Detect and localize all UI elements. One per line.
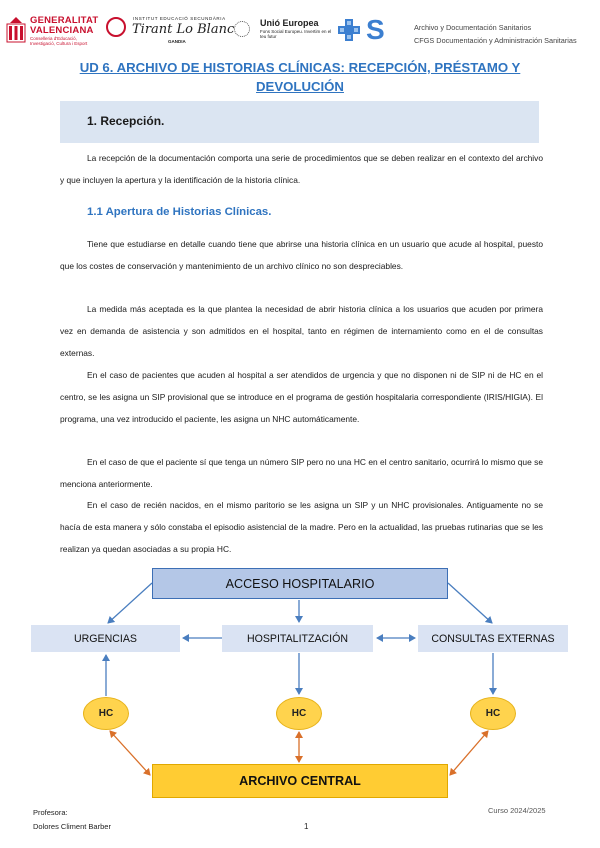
arrow-acceso-urgencias [108, 583, 152, 623]
generalitat-name-line1: GENERALITAT [30, 15, 99, 26]
footer-teacher-label: Profesora: [33, 808, 68, 817]
page-header [0, 0, 600, 50]
paragraph: La medida más aceptada es la que plantea la necesidad de abrir historia clínica a los usuarios que acuden por primera vez en demanda de asistencia y son admitidos en el hospital, tanto en régimen de internamiento como en el de consultas externas. [60, 304, 543, 358]
subsection-heading: 1.1 Apertura de Historias Clínicas. [87, 206, 272, 218]
eu-logo [232, 18, 340, 46]
generalitat-conselleria: Conselleria d'Educació, Investigació, Cultura i Esport [30, 36, 88, 46]
arrow-hc-archivo-left [110, 731, 150, 775]
page-footer [0, 800, 600, 848]
eu-subtitle: Fons Social Europeu. Invertim en el teu futur [260, 29, 332, 39]
health-logo [338, 16, 402, 44]
footer-teacher-name: Dolores Climent Barber [33, 822, 111, 831]
health-s-icon: S [366, 14, 385, 45]
eu-title: Unió Europea [260, 18, 319, 28]
paragraph: En el caso de que el paciente sí que tenga un número SIP pero no una HC en el centro sanitario, ocurrirá lo mismo que se menciona anteriormente. [60, 457, 543, 489]
eu-stars-icon [234, 21, 250, 37]
header-course-info [414, 21, 577, 47]
school-city: GANDIA [168, 39, 186, 44]
archivo-central-node: ARCHIVO CENTRAL [152, 764, 448, 798]
hospitalizacion-node: HOSPITALITZACIÓN [222, 625, 373, 652]
arrow-acceso-consultas [448, 583, 492, 623]
footer-course-year: Curso 2024/2025 [488, 806, 546, 815]
header-cycle-name: CFGS Documentación y Administración Sanitarias [414, 36, 577, 45]
arrow-hc-archivo-right [450, 731, 488, 775]
hc-node-hospitalizacion: HC [276, 697, 322, 730]
intro-paragraph: La recepción de la documentación comporta una serie de procedimientos que se deben realizar en el contexto del archivo y que incluyen la apertura y la identificación de la historia clínica. [60, 153, 543, 185]
section-heading-box [60, 101, 539, 143]
acceso-hospitalario-node: ACCESO HOSPITALARIO [152, 568, 448, 599]
hc-node-consultas: HC [470, 697, 516, 730]
hc-node-urgencias: HC [83, 697, 129, 730]
section-heading: 1. Recepción. [87, 114, 165, 128]
header-module-name: Archivo y Documentación Sanitarios [414, 23, 532, 32]
generalitat-name-line2: VALENCIANA [30, 25, 94, 36]
school-emblem-icon [106, 17, 126, 37]
paragraph: En el caso de recién nacidos, en el mismo paritorio se les asigna un SIP y un NHC provisionales. Antiguamente no se hacía de esta manera y sólo constaba el episodio asistencial de la madre. Pero en la actualidad, las pruebas rutinarias que se les realizan ya quedan asociadas a su propia HC. [60, 500, 543, 554]
consultas-externas-node: CONSULTAS EXTERNAS [418, 625, 568, 652]
page-number: 1 [304, 822, 309, 831]
school-logo [106, 14, 235, 48]
school-name: Tirant Lo Blanc [132, 22, 235, 37]
flow-diagram [0, 563, 600, 803]
generalitat-emblem-icon [6, 16, 26, 44]
paragraph: En el caso de pacientes que acuden al hospital a ser atendidos de urgencia y que no disponen ni de SIP ni de HC en el centro, se les asigna un SIP provisional que se introduce en el programa de gestión hospitalaria correspondiente (IRIS/HIGIA). El programa, una vez introducido el paciente, les asigna un NHC automáticamente. [60, 370, 543, 424]
health-cross-icon [338, 19, 360, 41]
school-type: INSTITUT EDUCACIÓ SECUNDÀRIA [133, 16, 226, 21]
urgencias-node: URGENCIAS [31, 625, 180, 652]
page-title: UD 6. ARCHIVO DE HISTORIAS CLÍNICAS: RECEPCIÓN, PRÉSTAMO Y DEVOLUCIÓN [79, 60, 521, 94]
paragraph: Tiene que estudiarse en detalle cuando tiene que abrirse una historia clínica en un usuario que acude al hospital, puesto que los costes de conservación y mantenimiento de un archivo clínico no son despreciables. [60, 239, 543, 271]
generalitat-logo [6, 14, 101, 48]
